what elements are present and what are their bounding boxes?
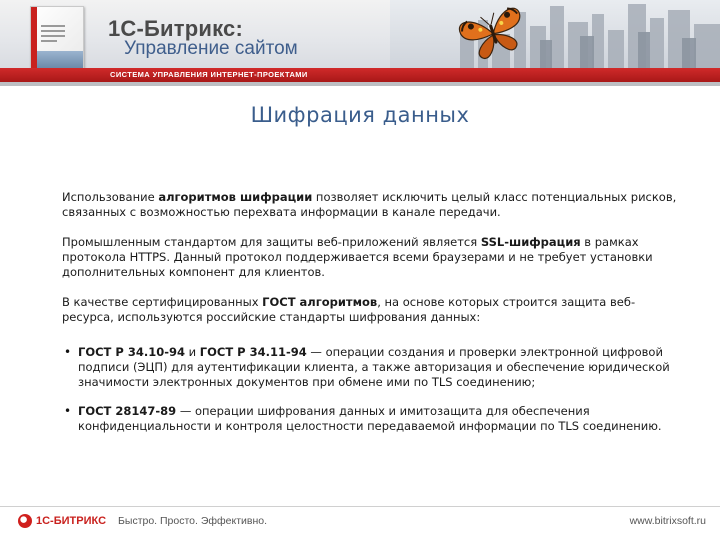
text-segment: позволяет исключить целый класс потенциальных рисков, связанных с возможностью перехвата информации в канале передачи.: [62, 190, 677, 219]
text-segment: В качестве сертифицированных: [62, 295, 263, 309]
tagline-bar: [0, 68, 720, 82]
footer-url-link[interactable]: www.bitrixsoft.ru: [629, 515, 706, 527]
text-segment: в рамках протокола HTTPS. Данный протокол поддерживается всеми браузерами и не требует установки дополнительных компонент для клиентов.: [62, 235, 653, 279]
bitrix-logo-icon: [18, 514, 32, 528]
paragraph-gost: [62, 295, 682, 325]
text-segment: — операции шифрования данных и имитозащита для обеспечения конфиденциальности и контроля целостности передаваемой информации по TLS соединению.: [78, 404, 662, 433]
tagline: СИСТЕМА УПРАВЛЕНИЯ ИНТЕРНЕТ-ПРОЕКТАМИ: [110, 70, 308, 79]
text-segment: , на основе которых строится защита веб-ресурса, используются российские стандарты шифрования данных:: [62, 295, 636, 324]
paragraph-ssl: [62, 235, 682, 280]
bold-term: SSL-шифрация: [480, 235, 581, 249]
text-segment: Промышленным стандартом для защиты веб-приложений является: [62, 235, 481, 249]
text-segment: и: [184, 345, 200, 359]
product-box-icon: [30, 6, 84, 68]
butterfly-icon: [458, 6, 528, 60]
list-item: [64, 404, 682, 434]
text-segment: Использование: [62, 190, 159, 204]
bold-term: ГОСТ 28147-89: [78, 404, 177, 418]
paragraph-encryption-algorithms: [62, 190, 682, 220]
text-segment: — операции создания и проверки электронной цифровой подписи (ЭЦП) для аутентификации клиента, а также авторизация и обеспечение юридической значимости электронных документов при обмене ими по TLS соединению;: [78, 345, 670, 389]
footer-divider: [0, 506, 720, 507]
bullet-icon: •: [64, 345, 72, 359]
header-divider: [0, 82, 720, 86]
slide-body: [62, 190, 682, 448]
bold-term: алгоритмов шифрации: [158, 190, 313, 204]
footer-slogan: Быстро. Просто. Эффективно.: [118, 515, 268, 527]
footer-brand: 1С-БИТРИКС: [36, 515, 107, 527]
bold-term: ГОСТ алгоритмов: [262, 295, 378, 309]
gost-standards-list: [62, 345, 682, 434]
header-banner: [0, 0, 720, 68]
bold-term: ГОСТ Р 34.11-94: [199, 345, 307, 359]
brand-subtitle: Управление сайтом: [124, 38, 298, 59]
bullet-icon: •: [64, 404, 72, 418]
page-title: Шифрация данных: [250, 103, 470, 127]
brand-title: 1С-Битрикс:: [108, 16, 244, 41]
city-skyline-icon: [390, 0, 720, 68]
bold-term: ГОСТ Р 34.10-94: [78, 345, 185, 359]
list-item: [64, 345, 682, 390]
